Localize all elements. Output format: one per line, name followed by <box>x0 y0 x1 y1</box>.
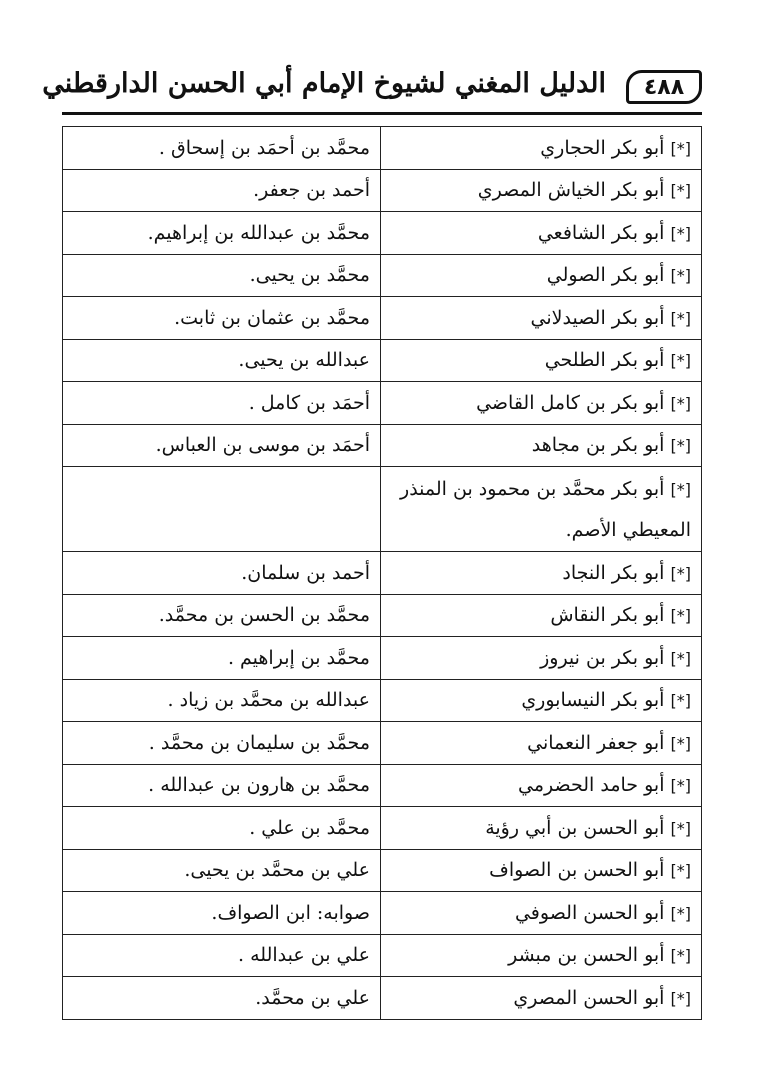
entry-name-cell <box>381 807 702 850</box>
entry-marker: [*] <box>670 138 691 158</box>
table-row <box>63 977 702 1020</box>
entry-name: أبو جعفر النعماني <box>527 731 665 754</box>
entry-name: أبو الحسن المصري <box>513 986 665 1009</box>
table-row <box>63 339 702 382</box>
teacher-cell <box>63 467 381 552</box>
entry-name-cell <box>381 339 702 382</box>
teacher-name: محمَّد بن علي . <box>249 816 370 839</box>
table-row <box>63 849 702 892</box>
entry-name-cell <box>381 722 702 765</box>
entry-marker: [*] <box>670 436 691 456</box>
teacher-cell <box>63 254 381 297</box>
teacher-name: محمَّد بن عبدالله بن إبراهيم. <box>147 221 370 244</box>
entry-marker: [*] <box>670 181 691 201</box>
table-row <box>63 679 702 722</box>
table-row <box>63 807 702 850</box>
table-row <box>63 212 702 255</box>
entry-name-cell <box>381 934 702 977</box>
entry-marker: [*] <box>670 393 691 413</box>
entry-marker: [*] <box>670 308 691 328</box>
page-number: ٤٨٨ <box>626 70 702 104</box>
table-row <box>63 722 702 765</box>
entry-marker: [*] <box>670 733 691 753</box>
entry-name-cell <box>381 424 702 467</box>
entry-marker: [*] <box>670 776 691 796</box>
running-title: الدليل المغني لشيوخ الإمام أبي الحسن الدارقطني <box>42 68 606 99</box>
teacher-cell <box>63 127 381 170</box>
teacher-cell <box>63 552 381 595</box>
teacher-cell <box>63 594 381 637</box>
entry-name-cell <box>381 254 702 297</box>
table-row <box>63 382 702 425</box>
entry-name-cell <box>381 169 702 212</box>
entry-name: أبو بكر النجاد <box>562 561 665 584</box>
teacher-name: محمَّد بن الحسن بن محمَّد. <box>158 604 370 627</box>
table-row <box>63 594 702 637</box>
entry-name: أبو حامد الحضرمي <box>518 774 665 797</box>
entry-name: أبو الحسن الصوفي <box>514 901 665 924</box>
entry-name-cell <box>381 552 702 595</box>
entry-marker: [*] <box>670 903 691 923</box>
table-row <box>63 127 702 170</box>
entries-table <box>62 126 702 1020</box>
teacher-name: محمَّد بن سليمان بن محمَّد . <box>148 731 370 754</box>
entry-name: أبو بكر الخياش المصري <box>477 179 665 202</box>
teacher-cell <box>63 637 381 680</box>
entry-marker: [*] <box>670 861 691 881</box>
teacher-cell <box>63 169 381 212</box>
entry-name: أبو الحسن بن مبشر <box>508 944 665 967</box>
teacher-name: صوابه: ابن الصواف. <box>211 901 370 924</box>
teacher-name: عبدالله بن محمَّد بن زياد . <box>167 689 370 712</box>
entry-name: أبو بكر الطلحي <box>544 349 665 372</box>
table-row <box>63 467 702 552</box>
teacher-cell <box>63 849 381 892</box>
teacher-name: محمَّد بن هارون بن عبدالله . <box>148 774 370 797</box>
table-row <box>63 934 702 977</box>
table-row <box>63 637 702 680</box>
teacher-cell <box>63 382 381 425</box>
teacher-cell <box>63 722 381 765</box>
teacher-name: محمَّد بن يحيى. <box>249 264 370 287</box>
teacher-cell <box>63 934 381 977</box>
entry-marker: [*] <box>670 563 691 583</box>
entry-name-cell <box>381 764 702 807</box>
teacher-name: محمَّد بن إبراهيم . <box>227 646 370 669</box>
teacher-name: أحمد بن سلمان. <box>241 561 370 584</box>
entry-marker: [*] <box>670 946 691 966</box>
teacher-name: أحمَد بن كامل . <box>248 391 370 414</box>
teacher-cell <box>63 212 381 255</box>
entry-name-cell <box>381 977 702 1020</box>
entry-name: أبو بكر الحجاري <box>540 136 665 159</box>
entry-name-cell <box>381 679 702 722</box>
teacher-name: أحمَد بن موسى بن العباس. <box>155 434 370 457</box>
table-row <box>63 254 702 297</box>
entry-marker: [*] <box>670 818 691 838</box>
table-row <box>63 892 702 935</box>
entry-name: أبو بكر محمَّد بن محمود بن المنذر المعيطي الأصم. <box>400 477 691 541</box>
entry-marker: [*] <box>670 691 691 711</box>
teacher-cell <box>63 679 381 722</box>
table-row <box>63 424 702 467</box>
teacher-cell <box>63 807 381 850</box>
entry-marker: [*] <box>670 479 691 499</box>
entry-marker: [*] <box>670 648 691 668</box>
entry-name: أبو بكر الصولي <box>546 264 665 287</box>
entry-name: أبو بكر الصيدلاني <box>530 306 665 329</box>
entry-name-cell <box>381 297 702 340</box>
teacher-name: محمَّد بن عثمان بن ثابت. <box>174 306 370 329</box>
entry-name: أبو بكر بن نيروز <box>540 646 665 669</box>
table-row <box>63 764 702 807</box>
entry-marker: [*] <box>670 988 691 1008</box>
entry-name-cell <box>381 212 702 255</box>
teacher-cell <box>63 424 381 467</box>
table-row <box>63 297 702 340</box>
entry-marker: [*] <box>670 351 691 371</box>
entry-marker: [*] <box>670 606 691 626</box>
entry-name-cell <box>381 382 702 425</box>
entry-marker: [*] <box>670 223 691 243</box>
entry-name: أبو بكر بن مجاهد <box>531 434 665 457</box>
entry-marker: [*] <box>670 266 691 286</box>
teacher-name: عبدالله بن يحيى. <box>238 349 370 372</box>
entry-name: أبو الحسن بن الصواف <box>489 859 665 882</box>
entry-name-cell <box>381 637 702 680</box>
entry-name-cell <box>381 594 702 637</box>
teacher-cell <box>63 977 381 1020</box>
table-row <box>63 169 702 212</box>
teacher-name: علي بن محمَّد. <box>255 986 370 1009</box>
teacher-name: محمَّد بن أحمَد بن إسحاق . <box>158 136 370 159</box>
entry-name-cell <box>381 849 702 892</box>
entry-name-cell <box>381 127 702 170</box>
entry-name: أبو بكر النيسابوري <box>521 689 665 712</box>
header-rule <box>62 112 702 115</box>
entry-name-cell <box>381 892 702 935</box>
teacher-name: أحمد بن جعفر. <box>253 179 370 202</box>
entry-name: أبو بكر الشافعي <box>537 221 665 244</box>
teacher-cell <box>63 892 381 935</box>
entry-name: أبو الحسن بن أبي رؤية <box>485 816 665 839</box>
table-row <box>63 552 702 595</box>
teacher-name: علي بن عبدالله . <box>238 944 370 967</box>
entry-name-cell <box>381 467 702 552</box>
entry-name: أبو بكر بن كامل القاضي <box>476 391 665 414</box>
teacher-cell <box>63 339 381 382</box>
entry-name: أبو بكر النقاش <box>550 604 665 627</box>
page-header <box>42 58 702 114</box>
teacher-cell <box>63 764 381 807</box>
teacher-cell <box>63 297 381 340</box>
teacher-name: علي بن محمَّد بن يحيى. <box>184 859 370 882</box>
